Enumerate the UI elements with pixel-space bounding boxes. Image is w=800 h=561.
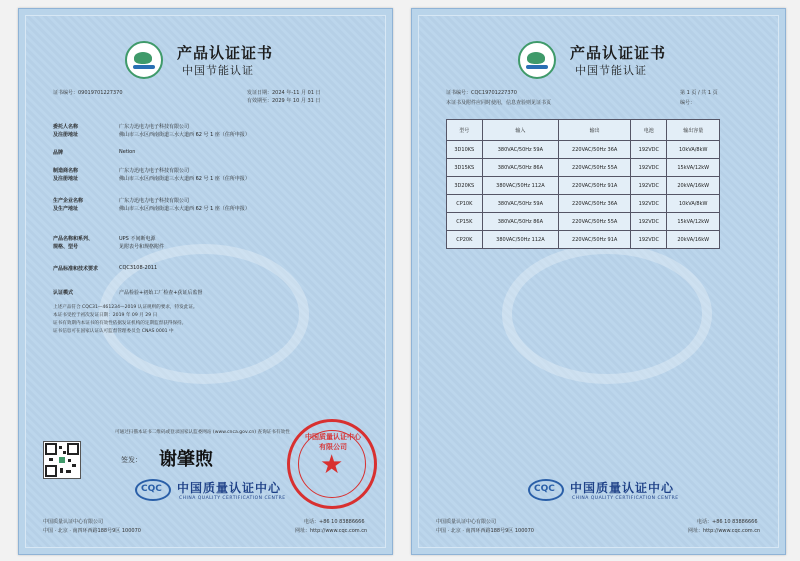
table-cell: 15kVA/12kW (667, 159, 720, 177)
table-cell: 10kVA/8kW (667, 141, 720, 159)
certificate-subtitle: 中国节能认证 (182, 64, 254, 77)
table-cell: 380VAC/50Hz 86A (482, 159, 559, 177)
table-cell: 20kVA/16kW (667, 177, 720, 195)
footer-website[interactable]: 网址：http://www.cqc.com.cn (688, 528, 761, 534)
table-cell: 192VDC (631, 231, 667, 249)
table-header-cell: 电池 (631, 120, 667, 141)
field-label: 及生产地址 (53, 206, 79, 212)
table-cell: 3D15KS (447, 159, 483, 177)
query-note: 可通过扫描本证书二维码或登录国家认监委网站 (www.cnca.gov.cn) 查询证书有效性 (115, 430, 290, 435)
table-cell: 220VAC/50Hz 55A (559, 159, 631, 177)
energy-saving-logo (518, 41, 556, 79)
cqc-watermark (502, 244, 712, 384)
table-cell: 10kVA/8kW (667, 195, 720, 213)
org-name-cn: 中国质量认证中心 (570, 481, 675, 495)
table-cell: CP10K (447, 195, 483, 213)
field-label: 品牌 (53, 150, 64, 156)
table-cell: 3D10KS (447, 141, 483, 159)
table-row (447, 159, 720, 177)
table-cell: 220VAC/50Hz 55A (559, 213, 631, 231)
field-value: 佛山市三水区西南街道三水大道西 62 号 1 座（住所申报） (119, 176, 250, 182)
field-value: 广东力迅电力电子科技有限公司 (119, 124, 190, 130)
cqc-logo: CQC (528, 479, 564, 501)
table-row (447, 195, 720, 213)
certificate-page-left (18, 8, 393, 555)
certificate-subtitle: 中国节能认证 (575, 64, 647, 77)
field-value: 佛山市三水区西南街道三水大道西 62 号 1 座（住所申报） (119, 206, 250, 212)
certificate-title: 产品认证证书 (570, 44, 667, 62)
table-cell: 192VDC (631, 195, 667, 213)
sign-label: 签发： (121, 456, 142, 464)
table-cell: CP20K (447, 231, 483, 249)
footer-phone: 电话：+86 10 83886666 (697, 519, 758, 525)
field-label: 认证模式 (53, 290, 74, 296)
table-cell: 380VAC/50Hz 59A (482, 141, 559, 159)
field-value: 广东力迅电力电子科技有限公司 (119, 168, 190, 174)
table-row (447, 213, 720, 231)
serial-label: 编号： (680, 100, 696, 106)
field-label: 产品标准和技术要求 (53, 266, 99, 272)
cert-note-4: 证书信息可在国家认证认可监督管理委员会 CNAS 0001 中 (53, 329, 174, 334)
table-cell: 380VAC/50Hz 59A (482, 195, 559, 213)
expiry-date: 有效期至：2029 年 10 月 31 日 (247, 98, 321, 104)
field-value: UPS 不间断电源 (119, 236, 156, 242)
org-name-cn: 中国质量认证中心 (177, 481, 282, 495)
footer-address: 中国 · 北京 · 南四环西路188号9区 100070 (43, 528, 141, 534)
qr-code[interactable] (43, 441, 81, 479)
table-cell: 380VAC/50Hz 112A (482, 231, 559, 249)
field-value: 佛山市三水区西南街道三水大道西 62 号 1 座（住所申报） (119, 132, 250, 138)
signature: 谢肇煦 (159, 449, 213, 470)
field-label: 制造商名称 (53, 168, 79, 174)
table-header-cell: 输出容量 (667, 120, 720, 141)
table-cell: 380VAC/50Hz 86A (482, 213, 559, 231)
footer-address: 中国 · 北京 · 南四环西路188号9区 100070 (436, 528, 534, 534)
cert-note-3: 证书有效期内本证书的有效性依据发证机构的定期监督获得保持。 (53, 321, 187, 326)
field-label: 及注册地址 (53, 176, 79, 182)
certificate-page-right (411, 8, 786, 555)
field-label: 生产企业名称 (53, 198, 84, 204)
table-header-cell: 输出 (559, 120, 631, 141)
field-label: 产品名称和系列、 (53, 236, 94, 242)
table-row (447, 231, 720, 249)
spec-table (446, 119, 720, 249)
red-seal-stamp (287, 419, 377, 509)
footer-org: 中国质量认证中心有限公司 (43, 519, 104, 525)
table-cell: 220VAC/50Hz 36A (559, 141, 631, 159)
table-cell: 15kVA/12kW (667, 213, 720, 231)
cert-note-1: 上述产品符合 CQC31—461234—2019 认证规则的要求，特发此证。 (53, 305, 198, 310)
table-cell: 380VAC/50Hz 112A (482, 177, 559, 195)
table-cell: CP15K (447, 213, 483, 231)
field-value: CQC3108-2011 (119, 265, 158, 271)
field-value: Netion (119, 149, 136, 155)
energy-saving-logo (125, 41, 163, 79)
page-indicator: 第 1 页 / 共 1 页 (680, 90, 718, 96)
certificate-title: 产品认证证书 (177, 44, 274, 62)
issue-date: 发证日期：2024 年-11 月 01 日 (247, 90, 321, 96)
table-cell: 3D20KS (447, 177, 483, 195)
table-cell: 192VDC (631, 213, 667, 231)
table-row (447, 141, 720, 159)
field-label: 委托人名称 (53, 124, 79, 130)
table-cell: 220VAC/50Hz 91A (559, 177, 631, 195)
table-cell: 192VDC (631, 159, 667, 177)
footer-website[interactable]: 网址：http://www.cqc.com.cn (295, 528, 368, 534)
table-header-cell: 输入 (482, 120, 559, 141)
field-value: 广东力迅电力电子科技有限公司 (119, 198, 190, 204)
field-value: 见附表号和规格附件 (119, 244, 165, 250)
field-value: 产品检验+初始工厂检查+获证后监督 (119, 290, 203, 296)
table-cell: 192VDC (631, 177, 667, 195)
cert-note-2: 本证书受控于初次发证日期：2019 年 09 月 29 日 (53, 313, 158, 318)
footer-org: 中国质量认证中心有限公司 (436, 519, 497, 525)
table-row (447, 177, 720, 195)
table-cell: 20kVA/16kW (667, 231, 720, 249)
cqc-logo: CQC (135, 479, 171, 501)
org-name-en: CHINA QUALITY CERTIFICATION CENTRE (572, 496, 679, 501)
annex-intro: 本证书及附件应同时使用，信息查验则见证书页 (446, 100, 552, 106)
table-cell: 220VAC/50Hz 91A (559, 231, 631, 249)
table-header-cell: 型号 (447, 120, 483, 141)
field-label: 及注册地址 (53, 132, 79, 138)
table-cell: 220VAC/50Hz 36A (559, 195, 631, 213)
table-header-row (447, 120, 720, 141)
seal-text: 中国质量认证中心有限公司 (305, 433, 361, 451)
org-name-en: CHINA QUALITY CERTIFICATION CENTRE (179, 496, 286, 501)
star-icon: ★ (320, 450, 344, 480)
field-label: 规格、型号 (53, 244, 79, 250)
table-cell: 192VDC (631, 141, 667, 159)
footer-phone: 电话：+86 10 83886666 (304, 519, 365, 525)
certificate-number: 证书编号：CQC19701227370 (446, 90, 517, 96)
certificate-number: 证书编号：09019701227370 (53, 90, 123, 96)
